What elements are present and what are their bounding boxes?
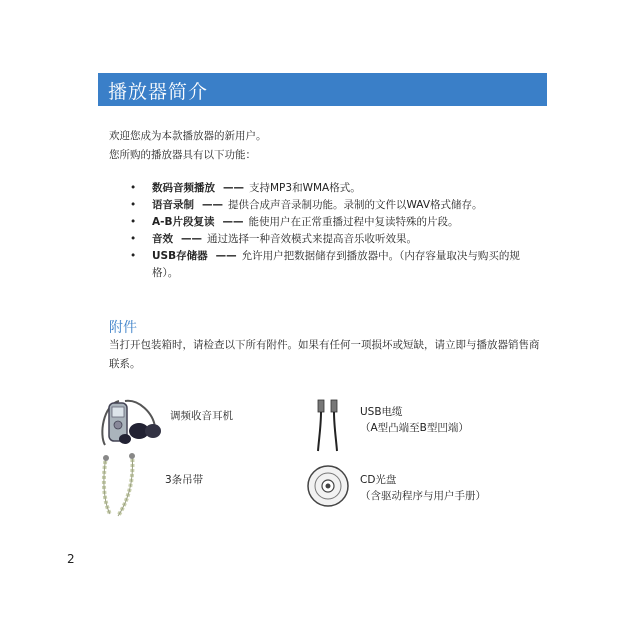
accessories-heading: 附件 <box>109 320 137 336</box>
feature-desc: 能使用户在正常重播过程中复读特殊的片段。 <box>248 216 459 228</box>
intro-line: 欢迎您成为本款播放器的新用户。 <box>109 130 267 142</box>
accessory-sublabel: （A型凸端至B型凹端） <box>360 422 469 434</box>
feature-name: 语音录制 <box>152 199 194 211</box>
accessory-name: CD光盘 <box>360 474 397 486</box>
bullet: • <box>130 182 137 194</box>
fm-earphones-image <box>95 395 163 453</box>
feature-item <box>130 180 545 197</box>
lanyard-image <box>98 452 144 520</box>
feature-dash: —— <box>215 250 237 262</box>
bullet: • <box>130 250 137 262</box>
accessories-description: 当打开包装箱时，请检查以下所有附件。如果有任何一项损坏或短缺，请立即与播放器销售商联系。 <box>109 339 540 370</box>
feature-dash: —— <box>202 199 223 211</box>
intro-line: 您所购的播放器具有以下功能： <box>109 149 256 161</box>
feature-item <box>130 197 545 214</box>
feature-name: USB存储器 <box>152 250 208 262</box>
page-title: 播放器简介 <box>108 81 209 103</box>
accessory-name: 3条吊带 <box>165 474 204 486</box>
intro-text <box>109 127 267 165</box>
accessory-name: USB电缆 <box>360 406 403 418</box>
accessory-label <box>170 408 233 424</box>
title-bar <box>98 73 547 106</box>
bullet: • <box>130 199 137 211</box>
accessory-label <box>165 472 203 488</box>
feature-desc: 允许用户把数据储存到播放器中。（内存容量取决与购买的规格）。 <box>152 250 520 279</box>
accessory-label <box>360 472 486 504</box>
feature-desc: 通过选择一种音效模式来提高音乐收听效果。 <box>207 233 417 245</box>
feature-item <box>130 248 545 282</box>
bullet: • <box>130 233 137 245</box>
feature-name: 数码音频播放 <box>152 182 215 194</box>
feature-dash: —— <box>181 233 202 245</box>
accessory-label <box>360 404 469 436</box>
feature-dash: —— <box>222 216 244 228</box>
feature-name: A-B片段复读 <box>152 216 215 228</box>
page-number: 2 <box>67 552 75 566</box>
feature-list <box>130 180 545 282</box>
feature-desc: 支持MP3和WMA格式。 <box>249 182 361 194</box>
feature-name: 音效 <box>152 233 173 245</box>
feature-item <box>130 214 545 231</box>
bullet: • <box>130 216 137 228</box>
feature-desc: 提供合成声音录制功能。录制的文件以WAV格式储存。 <box>228 199 483 211</box>
cd-image <box>306 464 350 508</box>
accessory-sublabel: （含驱动程序与用户手册） <box>360 490 486 502</box>
feature-item <box>130 231 545 248</box>
usb-cable-image <box>310 396 346 454</box>
feature-dash: —— <box>223 182 244 194</box>
accessory-name: 调频收音耳机 <box>170 410 233 422</box>
